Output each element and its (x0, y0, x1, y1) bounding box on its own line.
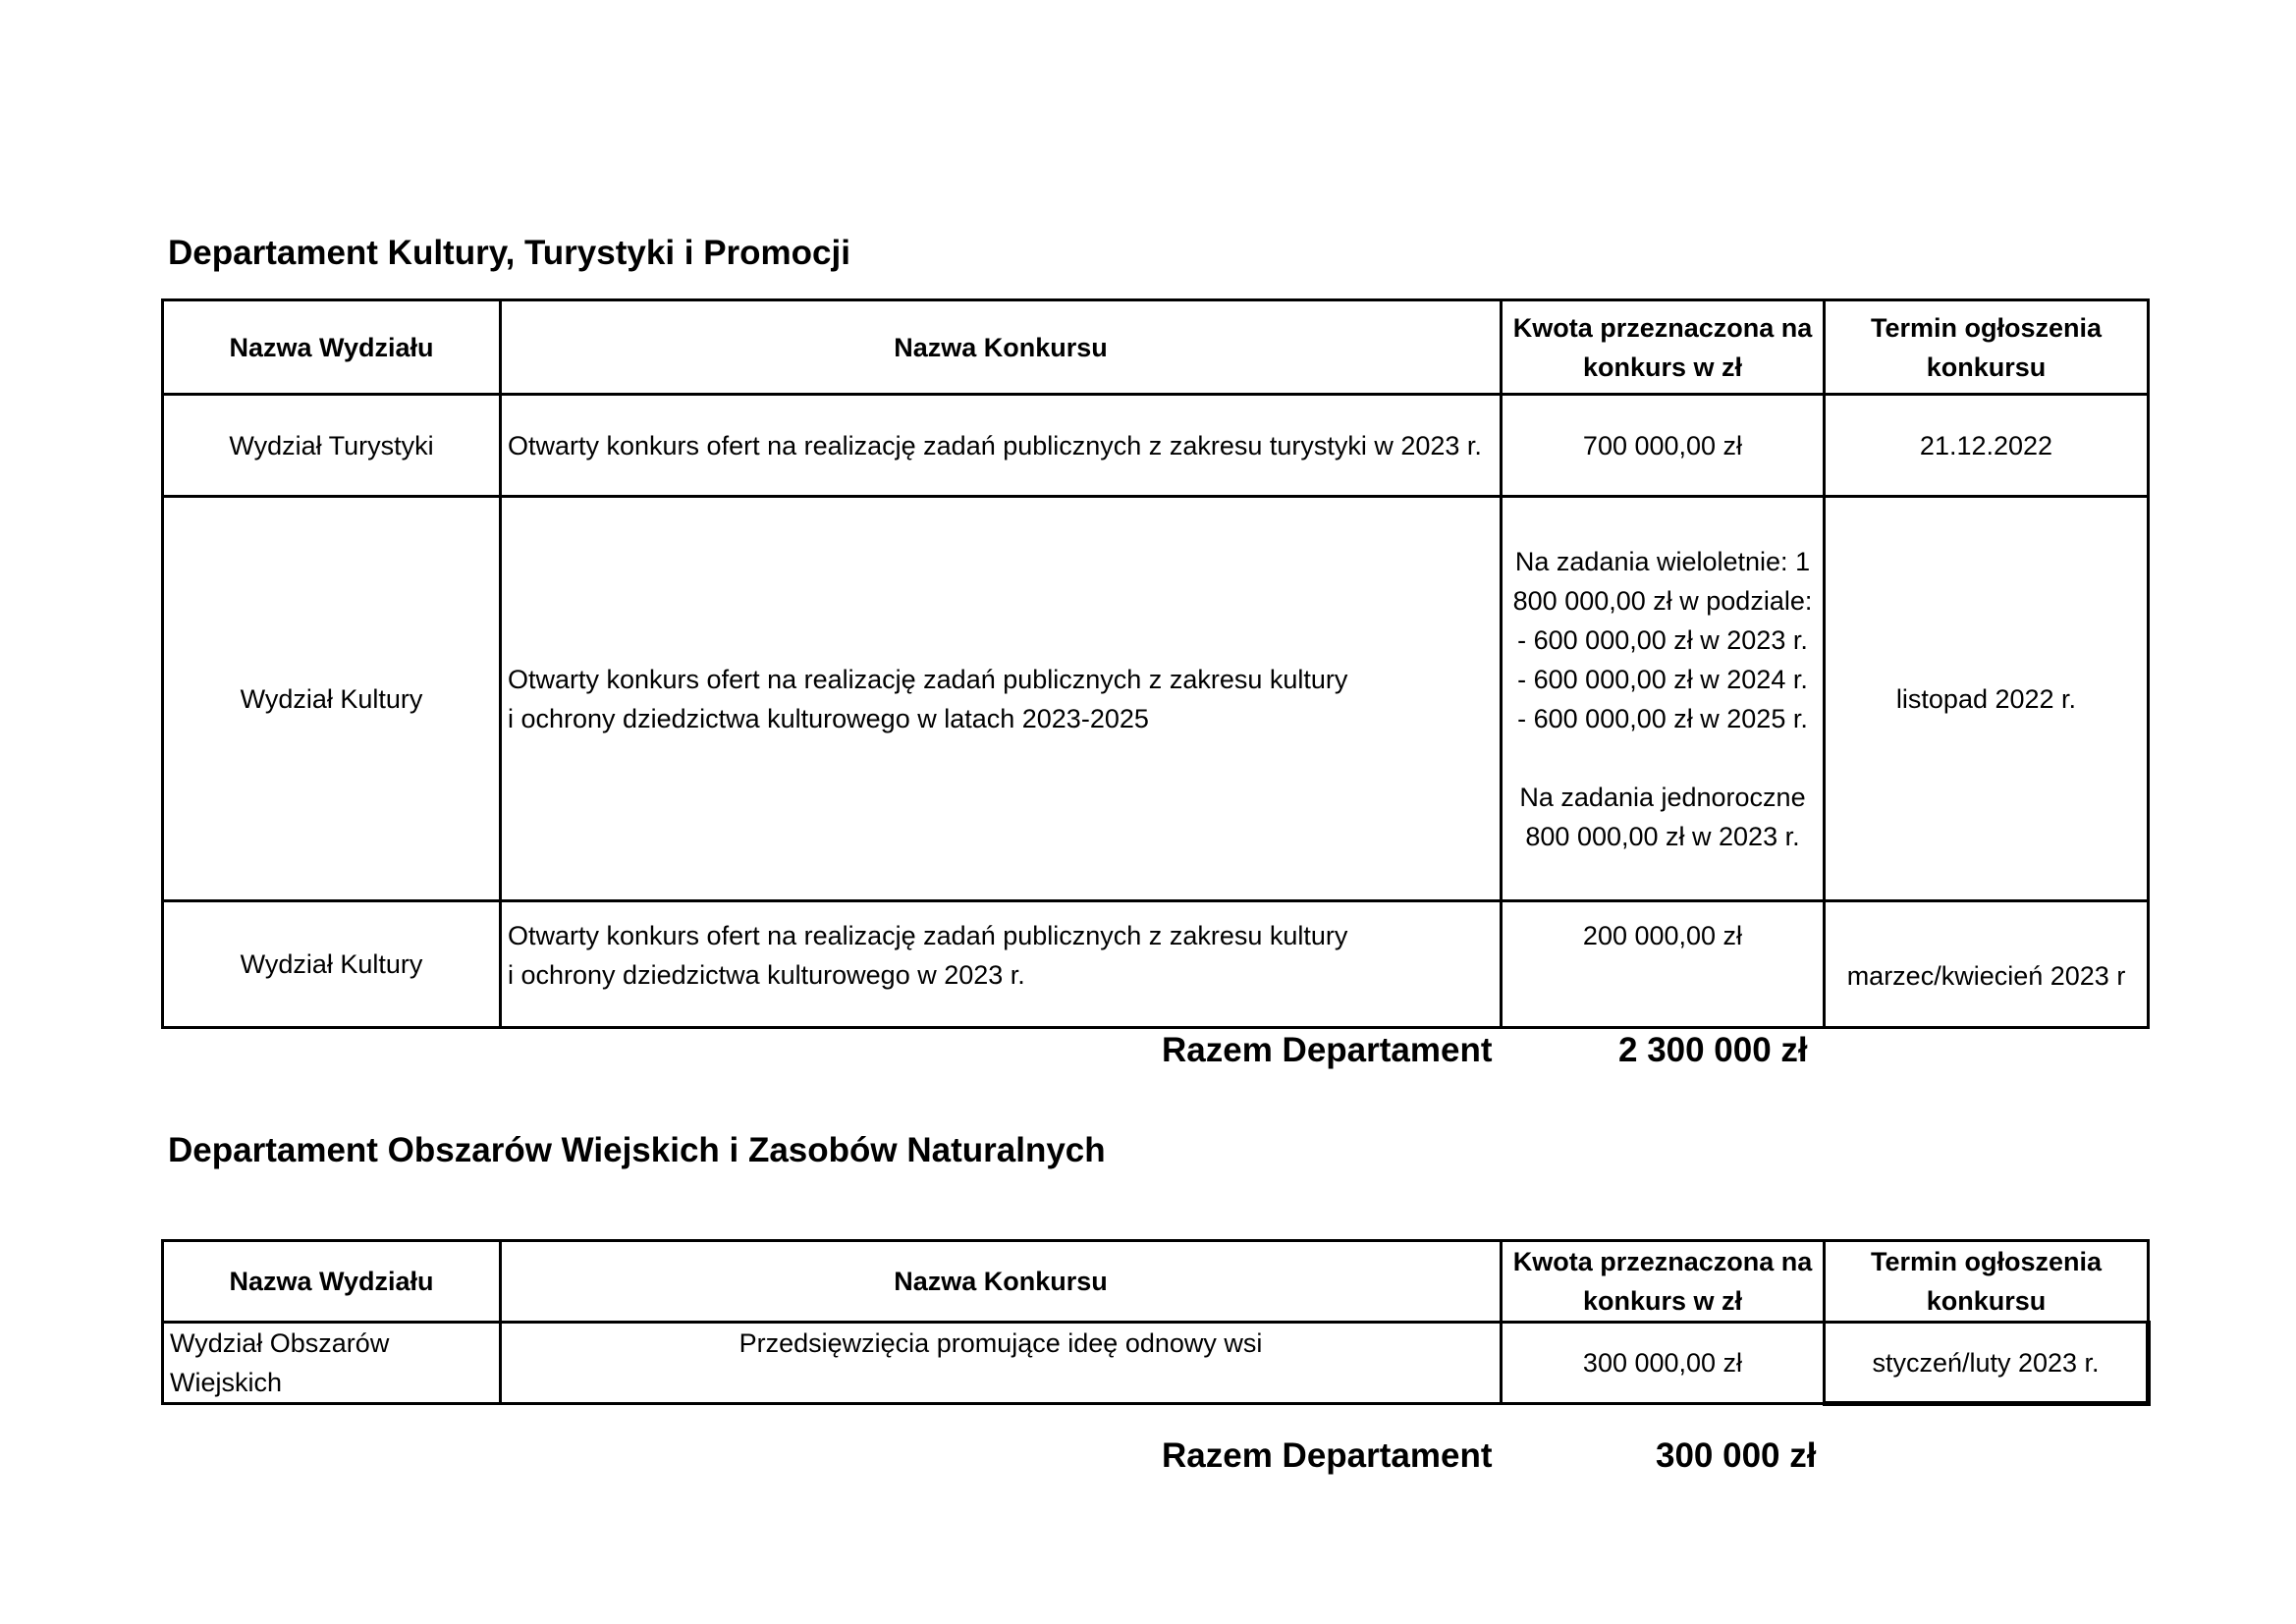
table-header-row (163, 300, 2149, 395)
total-value: 300 000 zł (1656, 1436, 1817, 1475)
cell-date: listopad 2022 r. (1825, 497, 2149, 901)
cell-date: 21.12.2022 (1825, 395, 2149, 497)
cell-department: Wydział Turystyki (163, 395, 501, 497)
header-date: Termin ogłoszenia konkursu (1825, 1241, 2149, 1323)
cell-amount: Na zadania wieloletnie: 1 800 000,00 zł w podziale: - 600 000,00 zł w 2023 r. - 600 000,00 zł w 2024 r. - 600 000,00 zł w 2025 r. Na zadania jednoroczne 800 000,00 zł w 2023 r. (1502, 497, 1825, 901)
cell-competition: Otwarty konkurs ofert na realizację zadań publicznych z zakresu kultury i ochrony dziedzictwa kulturowego w latach 2023-2025 (501, 497, 1502, 901)
section-title: Departament Obszarów Wiejskich i Zasobów Naturalnych (168, 1131, 1106, 1169)
total-label: Razem Departament (1162, 1031, 1493, 1069)
cell-department: Wydział Kultury (163, 901, 501, 1028)
competitions-table (161, 298, 2150, 1029)
cell-date: styczeń/luty 2023 r. (1825, 1323, 2149, 1404)
header-amount: Kwota przeznaczona na konkurs w zł (1502, 300, 1825, 395)
header-competition: Nazwa Konkursu (501, 300, 1502, 395)
cell-department: Wydział Obszarów Wiejskich (163, 1323, 501, 1404)
cell-date: marzec/kwiecień 2023 r (1825, 901, 2149, 1028)
cell-competition: Otwarty konkurs ofert na realizację zadań publicznych z zakresu kultury i ochrony dziedzictwa kulturowego w 2023 r. (501, 901, 1502, 1028)
header-department: Nazwa Wydziału (163, 300, 501, 395)
cell-amount: 700 000,00 zł (1502, 395, 1825, 497)
section-title: Departament Kultury, Turystyki i Promocji (168, 234, 850, 272)
cell-competition: Otwarty konkurs ofert na realizację zadań publicznych z zakresu turystyki w 2023 r. (501, 395, 1502, 497)
cell-amount: 200 000,00 zł (1502, 901, 1825, 1028)
header-competition: Nazwa Konkursu (501, 1241, 1502, 1323)
cell-amount: 300 000,00 zł (1502, 1323, 1825, 1404)
total-label: Razem Departament (1162, 1436, 1493, 1475)
cell-department: Wydział Kultury (163, 497, 501, 901)
table-row (163, 901, 2149, 1028)
total-value: 2 300 000 zł (1618, 1031, 1808, 1069)
header-date: Termin ogłoszenia konkursu (1825, 300, 2149, 395)
cell-competition: Przedsięwzięcia promujące ideę odnowy wsi (501, 1323, 1502, 1404)
table-row (163, 1323, 2149, 1404)
table-row (163, 395, 2149, 497)
competitions-table (161, 1239, 2151, 1406)
table-header-row (163, 1241, 2149, 1323)
header-department: Nazwa Wydziału (163, 1241, 501, 1323)
header-amount: Kwota przeznaczona na konkurs w zł (1502, 1241, 1825, 1323)
table-row (163, 497, 2149, 901)
